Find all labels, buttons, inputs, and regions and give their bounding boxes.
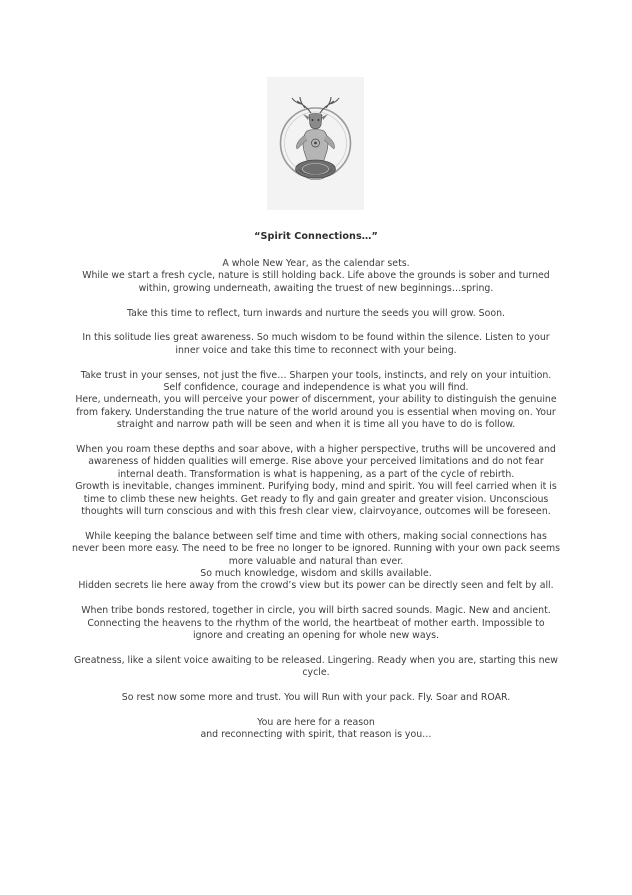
text-line: While we start a fresh cycle, nature is still holding back. Life above the grounds is sober and turned within, growing underneath, awaiting the truest of new beginnings…spring. (82, 270, 550, 294)
document-title: “Spirit Connections…” (254, 231, 378, 242)
text-line: A whole New Year, as the calendar sets. (222, 258, 410, 269)
paragraph (72, 692, 560, 704)
text-line: So much knowledge, wisdom and skills available. (200, 568, 432, 580)
paragraph (72, 308, 560, 320)
paragraph (72, 531, 560, 593)
paragraph (72, 370, 560, 432)
text-line: Connecting the heavens to the rhythm of the world, the heartbeat of mother earth. Impossible to ignore and creating an opening for whole new ways. (87, 617, 545, 642)
paragraph (72, 258, 560, 295)
paragraph (72, 655, 560, 680)
text-line: and reconnecting with spirit, that reason is you… (200, 729, 432, 741)
paragraph (72, 605, 560, 642)
text-line: Hidden secrets lie here away from the crowd’s view but its power can be directly seen and felt by all. (78, 580, 554, 592)
stag-spirit-figure-icon (267, 77, 364, 210)
text-line: While keeping the balance between self time and time with others, making social connections has never been more easy. The need to be free no longer to be ignored. Running with your own pack seems more valuable and natural than ever. (72, 530, 560, 567)
text-line: Take trust in your senses, not just the five… Sharpen your tools, instincts, and rely on your intuition. Self confidence, courage and independence is what you will find. (80, 369, 552, 394)
paragraph (72, 444, 560, 518)
paragraph (72, 332, 560, 357)
text-line: So rest now some more and trust. You will Run with your pack. Fly. Soar and ROAR. (121, 692, 511, 704)
text-line: Here, underneath, you will perceive your power of discernment, your ability to distinguish the genuine from fakery. Understanding the true nature of the world around you is essential when moving on. Your straight and narrow path will be seen and when it is time all you have to do is follow. (75, 394, 557, 431)
text-line: In this solitude lies great awareness. So much wisdom to be found within the silence. Listen to your inner voice and take this time to reconnect with your being. (82, 332, 550, 356)
document-body (72, 258, 560, 754)
text-line: When you roam these depths and soar above, with a higher perspective, truths will be uncovered and awareness of hidden qualities will emerge. Rise above your perceived limitations and do not fear internal death. Transformation is what is happening, as a part of the cycle of rebirth. (76, 444, 556, 480)
text-line: Take this time to reflect, turn inwards and nurture the seeds you will grow. Soon. (126, 307, 506, 319)
text-line: You are here for a reason (257, 716, 375, 728)
text-line: When tribe bonds restored, together in circle, you will birth sacred sounds. Magic. New and ancient. (81, 605, 551, 617)
text-line: Growth is inevitable, changes imminent. Purifying body, mind and spirit. You will feel carried when it is time to climb these new heights. Get ready to fly and gain greater and greater vision. Unconscious thoughts will turn conscious and with this fresh clear view, clairvoyance, outcomes will be foreseen. (75, 481, 557, 518)
paragraph (72, 717, 560, 742)
text-line: Greatness, like a silent voice awaiting to be released. Lingering. Ready when you are, starting this new cycle. (74, 654, 558, 679)
